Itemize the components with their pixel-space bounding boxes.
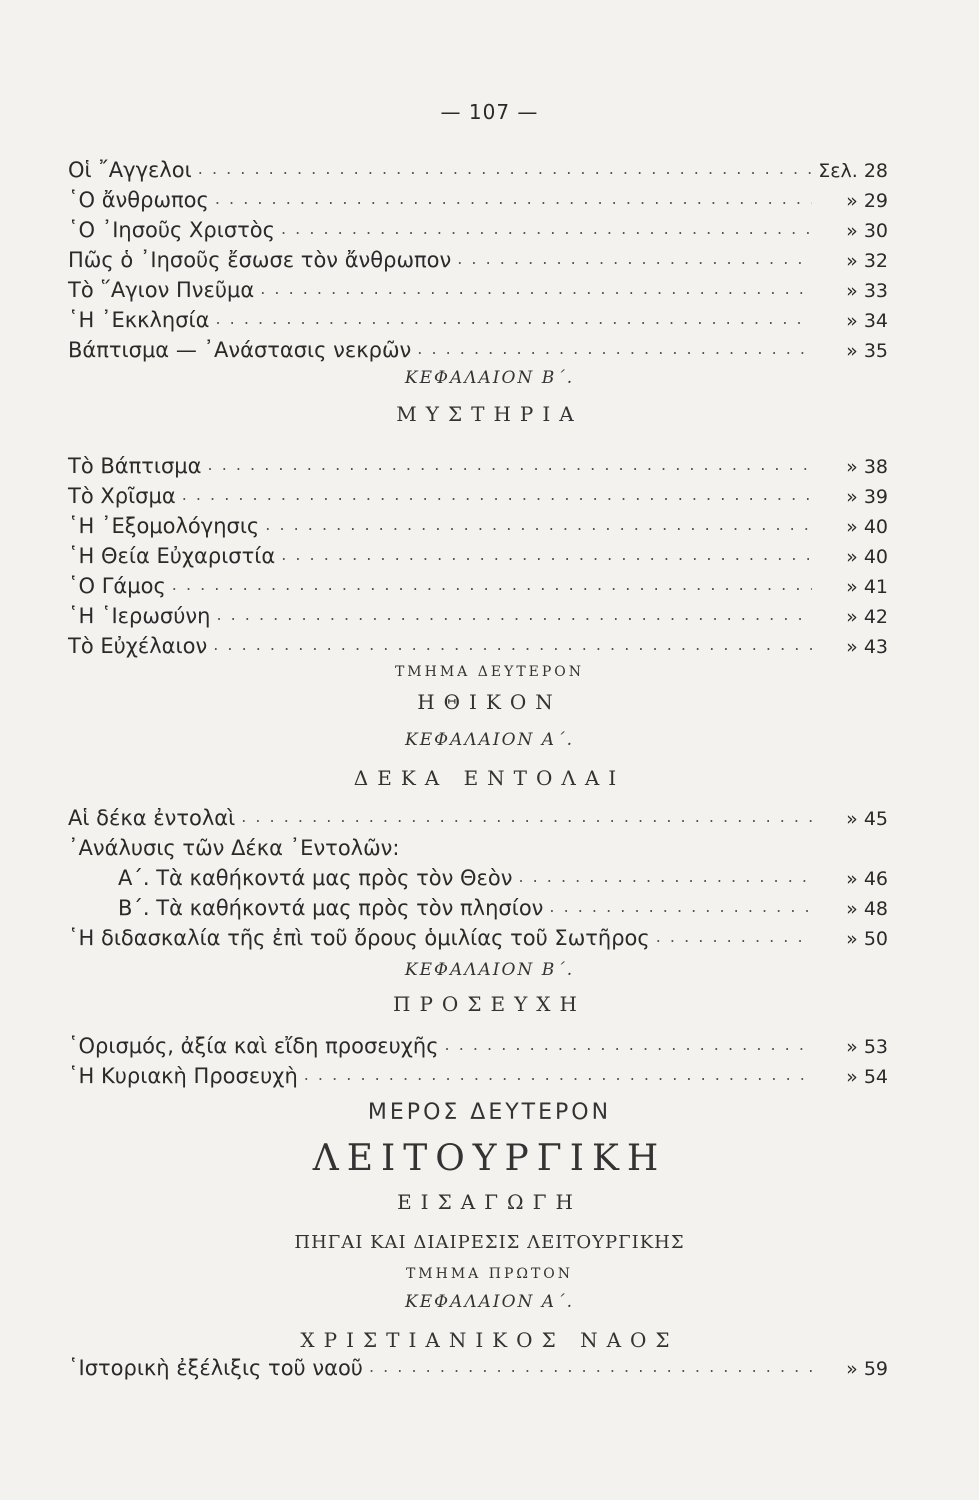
toc-entry-page: Σελ. 28 — [818, 160, 888, 182]
toc-entry-page: » 38 — [846, 456, 888, 478]
toc-entry-title: ῾Ο ᾿Ιησοῦς Χριστὸς — [68, 218, 275, 242]
toc-entry-title: Βάπτισμα — ᾿Ανάστασις νεκρῶν — [68, 338, 412, 362]
dot-leader — [198, 159, 812, 178]
toc-entry — [68, 1058, 888, 1088]
toc-entry-title: Τὸ Εὐχέλαιον — [68, 634, 208, 658]
chapter-heading: ΚΕΦΑΛΑΙΟΝ Β΄. — [404, 960, 575, 980]
main-part-title: ΛΕΙΤΟΥΡΓΙΚΗ — [312, 1138, 667, 1179]
dot-leader — [656, 927, 812, 946]
toc-entry-page: » 54 — [846, 1066, 888, 1088]
dot-leader — [216, 605, 812, 624]
toc-entry-title: ῾Ορισμός, ἀξία καὶ εἴδη προσευχῆς — [68, 1034, 439, 1058]
toc-entry-page: » 35 — [846, 340, 888, 362]
toc-entry — [68, 302, 888, 332]
toc-entry — [68, 242, 888, 272]
dot-leader — [215, 309, 812, 328]
toc-entry — [68, 830, 888, 860]
toc-entry-title: Πῶς ὁ ᾿Ιησοῦς ἔσωσε τὸν ἄνθρωπον — [68, 248, 452, 272]
dot-leader — [518, 867, 812, 886]
toc-entry — [68, 448, 888, 478]
toc-entry-title: ῾Η διδασκαλία τῆς ἐπὶ τοῦ ὄρους ὁμιλίας τοῦ Σωτῆρος — [68, 926, 650, 950]
toc-entry-page: » 30 — [846, 220, 888, 242]
toc-entry-page: » 48 — [846, 898, 888, 920]
section-heading: ΠΡΟΣΕΥΧΗ — [393, 992, 586, 1016]
toc-entry-page: » 32 — [846, 250, 888, 272]
chapter-heading: ΚΕΦΑΛΑΙΟΝ Α΄. — [405, 730, 574, 750]
toc-entry-title: ῾Ιστορικὴ ἐξέλιξις τοῦ ναοῦ — [68, 1356, 363, 1380]
section-heading: ΠΗΓΑΙ ΚΑΙ ΔΙΑΙΡΕΣΙΣ ΛΕΙΤΟΥΡΓΙΚΗΣ — [294, 1232, 685, 1253]
toc-entry — [68, 272, 888, 302]
dot-leader — [369, 1357, 812, 1376]
toc-entry-title: ᾿Ανάλυσις τῶν Δέκα ᾿Εντολῶν: — [68, 836, 400, 860]
part-section-heading: ΤΜΗΜΑ ΔΕΥΤΕΡΟΝ — [394, 664, 585, 680]
page-number: — 107 — — [440, 100, 539, 124]
toc-entry-title: ῾Η ᾿Εξομολόγησις — [68, 514, 260, 538]
toc-entry-page: » 40 — [846, 546, 888, 568]
toc-entry — [68, 538, 888, 568]
part-heading: ΜΕΡΟΣ ΔΕΥΤΕΡΟΝ — [367, 1100, 612, 1125]
toc-entry — [68, 152, 888, 182]
toc-entry-title: Οἱ ῎Αγγελοι — [68, 158, 192, 182]
dot-leader — [281, 545, 812, 564]
toc-entry — [68, 182, 888, 212]
toc-entry-page: » 50 — [846, 928, 888, 950]
part-section-heading: ΤΜΗΜΑ ΠΡΩΤΟΝ — [405, 1266, 574, 1282]
toc-entry-title: Τὸ Βάπτισμα — [68, 454, 202, 478]
dot-leader — [304, 1065, 812, 1084]
toc-entry-title: Τὸ ῞Αγιον Πνεῦμα — [68, 278, 255, 302]
toc-entry-title: Τὸ Χρῖσμα — [68, 484, 176, 508]
dot-leader — [549, 897, 812, 916]
chapter-heading: ΚΕΦΑΛΑΙΟΝ Β΄. — [404, 368, 575, 388]
toc-entry-title: Β΄. Τὰ καθήκοντά μας πρὸς τὸν πλησίον — [118, 896, 544, 920]
toc-entry — [68, 920, 888, 950]
chapter-heading: ΚΕΦΑΛΑΙΟΝ Α΄. — [405, 1292, 574, 1312]
toc-entry-title: ῾Ο ἄνθρωπος — [68, 188, 209, 212]
dot-leader — [213, 635, 812, 654]
toc-entry — [68, 800, 888, 830]
dot-leader — [265, 515, 812, 534]
toc-entry — [68, 860, 888, 890]
toc-entry — [68, 628, 888, 658]
toc-entry — [68, 478, 888, 508]
dot-leader — [260, 279, 812, 298]
toc-entry-title: Α΄. Τὰ καθήκοντά μας πρὸς τὸν Θεὸν — [118, 866, 513, 890]
toc-entry-page: » 40 — [846, 516, 888, 538]
toc-entry-title: ῾Η ᾿Εκκλησία — [68, 308, 210, 332]
toc-entry-page: » 33 — [846, 280, 888, 302]
section-heading: ΧΡΙΣΤΙΑΝΙΚΟΣ ΝΑΟΣ — [300, 1328, 679, 1352]
section-heading: ΜΥΣΤΗΡΙΑ — [396, 402, 583, 426]
toc-entry — [68, 212, 888, 242]
toc-entry-page: » 39 — [846, 486, 888, 508]
toc-entry-page: » 41 — [846, 576, 888, 598]
dot-leader — [445, 1035, 812, 1054]
section-heading: ΕΙΣΑΓΩΓΗ — [397, 1190, 582, 1214]
dot-leader — [457, 249, 812, 268]
dot-leader — [215, 189, 812, 208]
toc-entry-title: ῾Η Κυριακὴ Προσευχὴ — [68, 1064, 298, 1088]
toc-entry-title: ῾Η Θεία Εὐχαριστία — [68, 544, 276, 568]
dot-leader — [208, 455, 812, 474]
dot-leader — [182, 485, 812, 504]
dot-leader — [241, 807, 812, 826]
toc-entry — [68, 332, 888, 362]
dot-leader — [281, 219, 812, 238]
section-heading: ΗΘΙΚΟΝ — [417, 690, 562, 714]
toc-entry — [68, 1028, 888, 1058]
dot-leader — [172, 575, 812, 594]
toc-entry-page: » 53 — [846, 1036, 888, 1058]
toc-entry-page: » 43 — [846, 636, 888, 658]
section-heading: ΔΕΚΑ ΕΝΤΟΛΑΙ — [353, 766, 626, 790]
toc-entry — [68, 598, 888, 628]
toc-entry — [68, 508, 888, 538]
toc-entry-title: Αἱ δέκα ἐντολαὶ — [68, 806, 236, 830]
toc-entry-title: ῾Η ῾Ιερωσύνη — [68, 604, 211, 628]
dot-leader — [417, 339, 812, 358]
toc-entry-page: » 29 — [846, 190, 888, 212]
toc-entry — [68, 890, 888, 920]
toc-entry — [68, 568, 888, 598]
toc-entry — [68, 1350, 888, 1380]
toc-entry-page: » 34 — [846, 310, 888, 332]
toc-entry-page: » 45 — [846, 808, 888, 830]
toc-entry-page: » 46 — [846, 868, 888, 890]
toc-entry-title: ῾Ο Γάμος — [68, 574, 166, 598]
toc-entry-page: » 42 — [846, 606, 888, 628]
toc-entry-page: » 59 — [846, 1358, 888, 1380]
